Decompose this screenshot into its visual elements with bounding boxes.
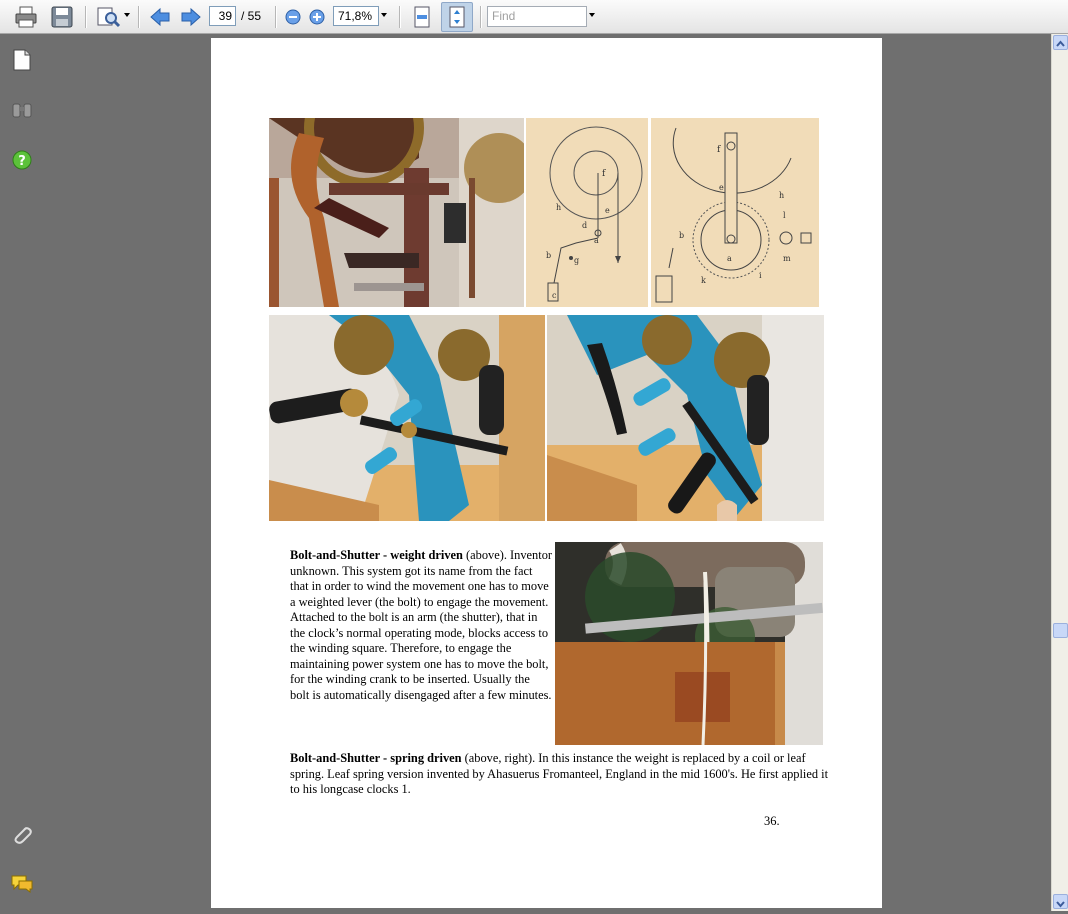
scroll-thumb[interactable] xyxy=(1053,623,1068,638)
blue-frame-mechanism-photo-1 xyxy=(269,315,545,521)
page-number: 36. xyxy=(764,814,780,828)
svg-text:a: a xyxy=(727,254,732,263)
next-page-icon xyxy=(180,7,202,27)
attachments-button[interactable] xyxy=(10,822,34,846)
fit-page-button[interactable] xyxy=(441,2,473,32)
weight-driven-text: (above). Inventor unknown. This system got its name from the fact that in order to wind the movement one has to move a weighted lever (the bolt) to engage the movement. Attached to the bolt is an arm (the shutter), that in the clock’s normal operating mode, blocks access to the winding square. Therefore, to engage the maintaining power system one has to move the bolt, for the winding crank to be inserted. Usually the bolt is automatically disengaged after a few minutes. xyxy=(290,548,553,702)
search-dropdown-arrow[interactable] xyxy=(124,13,130,17)
zoom-dropdown-arrow[interactable] xyxy=(381,13,387,17)
svg-text:?: ? xyxy=(18,154,26,169)
previous-page-button[interactable] xyxy=(147,4,173,30)
previous-page-icon xyxy=(149,7,171,27)
attachment-icon xyxy=(11,823,33,845)
svg-text:e: e xyxy=(719,183,724,192)
fit-width-icon xyxy=(412,6,432,28)
binoculars-icon xyxy=(11,101,33,119)
comments-icon xyxy=(10,874,34,894)
print-icon xyxy=(14,6,38,28)
next-page-button[interactable] xyxy=(178,4,204,30)
search-tool-icon xyxy=(96,6,122,28)
save-button[interactable] xyxy=(48,4,76,30)
svg-text:e: e xyxy=(605,206,610,215)
print-button[interactable] xyxy=(12,4,40,30)
svg-text:h: h xyxy=(556,203,562,212)
comments-button[interactable] xyxy=(10,872,34,896)
save-icon xyxy=(51,6,73,28)
find-panel-button[interactable] xyxy=(10,98,34,122)
chevron-down-icon xyxy=(1054,897,1067,910)
zoom-level-input[interactable]: 71,8% xyxy=(333,6,379,26)
scroll-up-button[interactable] xyxy=(1053,35,1068,50)
svg-text:b: b xyxy=(546,251,552,260)
help-button[interactable] xyxy=(10,148,34,172)
page-number-input[interactable]: 39 xyxy=(209,6,236,26)
svg-text:f: f xyxy=(602,169,606,179)
toolbar xyxy=(0,0,1068,34)
toolbar-separator xyxy=(399,6,401,28)
svg-text:k: k xyxy=(701,276,706,285)
gear-diagram xyxy=(651,118,819,307)
zoom-out-icon xyxy=(285,9,301,25)
spring-driven-mechanism-photo xyxy=(555,542,823,745)
svg-text:a: a xyxy=(594,236,599,245)
svg-text:g: g xyxy=(574,256,580,265)
svg-text:d: d xyxy=(582,221,588,230)
chevron-up-icon xyxy=(1054,38,1067,51)
vertical-scrollbar[interactable] xyxy=(1051,34,1068,911)
pages-icon xyxy=(13,49,31,71)
svg-text:f: f xyxy=(717,145,721,155)
fit-page-icon xyxy=(447,6,467,28)
svg-text:c: c xyxy=(552,291,557,300)
page-total-label: / 55 xyxy=(241,9,262,23)
toolbar-separator xyxy=(480,6,482,28)
svg-text:b: b xyxy=(679,231,685,240)
svg-text:h: h xyxy=(779,191,785,200)
zoom-out-button[interactable] xyxy=(283,4,303,30)
spring-driven-paragraph xyxy=(290,751,830,798)
document-page xyxy=(211,38,882,908)
zoom-in-button[interactable] xyxy=(307,4,327,30)
weight-driven-paragraph xyxy=(290,548,552,703)
weight-driven-diagram xyxy=(526,118,648,307)
weight-driven-mechanism-photo xyxy=(269,118,524,307)
toolbar-separator xyxy=(275,6,277,28)
weight-driven-heading: Bolt-and-Shutter - weight driven xyxy=(290,548,463,562)
find-input[interactable]: Find xyxy=(487,6,587,27)
search-tool-button[interactable] xyxy=(94,4,124,30)
help-icon xyxy=(12,150,32,170)
fit-width-button[interactable] xyxy=(408,4,436,30)
toolbar-separator xyxy=(138,6,140,28)
svg-text:i: i xyxy=(759,271,762,280)
svg-text:l: l xyxy=(783,211,786,220)
pages-panel-button[interactable] xyxy=(10,48,34,72)
zoom-in-icon xyxy=(309,9,325,25)
find-dropdown-arrow[interactable] xyxy=(589,13,595,17)
spring-driven-text: (above, right). In this instance the weight is replaced by a coil or leaf spring. Leaf spring version invented by Ahasuerus Fromanteel, England in the mid 1600's. He first applied it to his longcase clocks 1. xyxy=(290,751,829,796)
blue-frame-mechanism-photo-2 xyxy=(547,315,824,521)
scroll-down-button[interactable] xyxy=(1053,894,1068,909)
svg-text:m: m xyxy=(783,254,791,263)
navigation-sidebar xyxy=(0,34,45,911)
spring-driven-heading: Bolt-and-Shutter - spring driven xyxy=(290,751,462,765)
toolbar-separator xyxy=(85,6,87,28)
